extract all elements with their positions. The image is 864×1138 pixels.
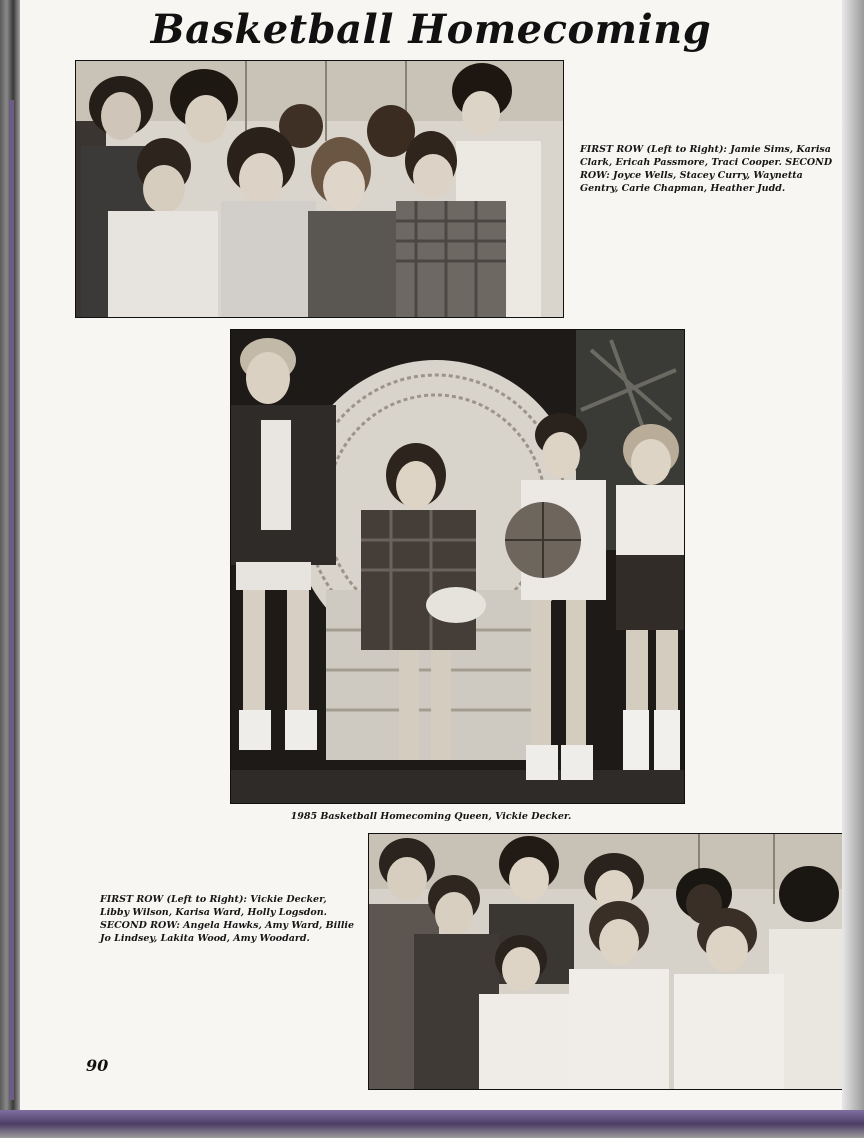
book-bottom-edge [0, 1110, 864, 1138]
page-number: 90 [86, 1056, 109, 1075]
top-photo-caption: FIRST ROW (Left to Right): Jamie Sims, Karisa Clark, Ericah Passmore, Traci Cooper. SECOND ROW: Joyce Wells, Stacey Curry, Waynetta Gentry, Carie Chapman, Heather Judd. [580, 144, 833, 194]
homecoming-queen-photo [230, 329, 685, 804]
bottom-group-photo [368, 833, 850, 1090]
yearbook-page [20, 0, 842, 1113]
homecoming-queen-photo-image [231, 330, 684, 803]
page-title: Basketball Homecoming [150, 6, 712, 53]
page-edge [842, 0, 864, 1113]
bottom-photo-caption: FIRST ROW (Left to Right): Vickie Decker, Libby Wilson, Karisa Ward, Holly Logsdon. SECOND ROW: Angela Hawks, Amy Ward, Billie Jo Lindsey, Lakita Wood, Amy Woodard. [100, 894, 355, 944]
binding-strip [9, 100, 14, 1100]
top-group-photo [75, 60, 564, 318]
queen-photo-caption: 1985 Basketball Homecoming Queen, Vickie Decker. [290, 811, 572, 822]
top-group-photo-image [76, 61, 563, 317]
bottom-group-photo-image [369, 834, 849, 1089]
